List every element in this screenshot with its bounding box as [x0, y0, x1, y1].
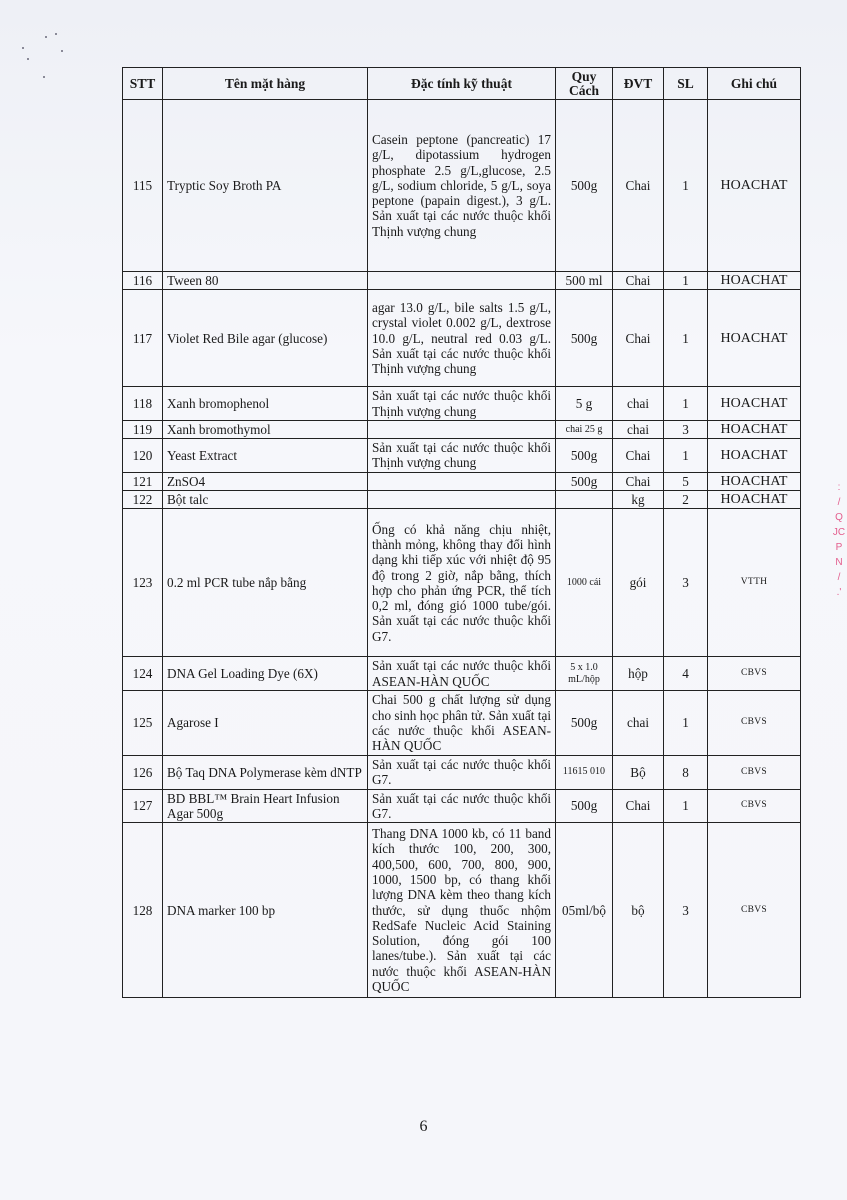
- cell-stt: 121: [123, 472, 163, 490]
- cell-unit: chai: [613, 387, 664, 421]
- cell-quantity: 1: [664, 789, 708, 823]
- table-body: [123, 100, 801, 998]
- table-row: [123, 472, 801, 490]
- cell-stt: 118: [123, 387, 163, 421]
- cell-specification: Casein peptone (pancreatic) 17 g/L, dipotassium hydrogen phosphate 2.5 g/L,glucose, 2.5 g/L, sodium chloride, 5 g/L, soya peptone (papain digest.), 3 g/L. Sản xuất tại các nước thuộc khối Thịnh vượng chung: [368, 100, 556, 272]
- cell-packaging: 500g: [556, 472, 613, 490]
- cell-packaging: 500 ml: [556, 272, 613, 290]
- cell-unit: chai: [613, 690, 664, 755]
- header-item-name: Tên mặt hàng: [163, 68, 368, 100]
- cell-specification: [368, 420, 556, 438]
- cell-stt: 126: [123, 755, 163, 789]
- cell-unit: Chai: [613, 472, 664, 490]
- cell-note: CBVS: [708, 657, 801, 691]
- table-row: [123, 290, 801, 387]
- cell-note: HOACHAT: [708, 439, 801, 473]
- cell-unit: kg: [613, 491, 664, 509]
- cell-quantity: 3: [664, 420, 708, 438]
- cell-item-name: ZnSO4: [163, 472, 368, 490]
- red-stamp-fragment: : / Q JC P N / .': [832, 482, 846, 598]
- cell-stt: 124: [123, 657, 163, 691]
- items-table: [122, 67, 801, 998]
- cell-packaging: 5 g: [556, 387, 613, 421]
- table-row: [123, 755, 801, 789]
- cell-quantity: 1: [664, 387, 708, 421]
- table-row: [123, 657, 801, 691]
- cell-note: HOACHAT: [708, 420, 801, 438]
- cell-unit: Chai: [613, 789, 664, 823]
- cell-specification: Sản xuất tại các nước thuộc khối Thịnh vượng chung: [368, 439, 556, 473]
- page-number: 6: [419, 1118, 428, 1135]
- cell-stt: 115: [123, 100, 163, 272]
- cell-packaging: 500g: [556, 100, 613, 272]
- cell-unit: Chai: [613, 272, 664, 290]
- cell-packaging: 500g: [556, 290, 613, 387]
- cell-note: CBVS: [708, 755, 801, 789]
- cell-note: VTTH: [708, 509, 801, 657]
- header-packaging: Quy Cách: [556, 68, 613, 100]
- cell-unit: Chai: [613, 290, 664, 387]
- header-quantity: SL: [664, 68, 708, 100]
- table-row: [123, 509, 801, 657]
- cell-specification: Ống có khả năng chịu nhiệt, thành mỏng, không thay đổi hình dạng khi tiếp xúc với nhiệt độ 95 độ trong 2 giờ, nắp bằng, thích hợp cho phản ứng PCR, thể tích 0,2 ml, đóng gió 1000 tube/gói. Sản xuất tại các nước thuộc khối G7.: [368, 509, 556, 657]
- cell-specification: [368, 272, 556, 290]
- cell-item-name: Violet Red Bile agar (glucose): [163, 290, 368, 387]
- cell-stt: 128: [123, 823, 163, 998]
- cell-specification: Sản xuất tại các nước thuộc khối Thịnh vượng chung: [368, 387, 556, 421]
- table-row: [123, 690, 801, 755]
- cell-packaging: 5 x 1.0 mL/hộp: [556, 657, 613, 691]
- cell-stt: 117: [123, 290, 163, 387]
- header-stt: STT: [123, 68, 163, 100]
- cell-note: HOACHAT: [708, 290, 801, 387]
- cell-item-name: DNA marker 100 bp: [163, 823, 368, 998]
- cell-packaging: 500g: [556, 439, 613, 473]
- cell-note: HOACHAT: [708, 387, 801, 421]
- cell-packaging: 500g: [556, 690, 613, 755]
- table-row: [123, 420, 801, 438]
- cell-quantity: 3: [664, 823, 708, 998]
- cell-quantity: 1: [664, 690, 708, 755]
- cell-quantity: 4: [664, 657, 708, 691]
- cell-item-name: 0.2 ml PCR tube nắp bằng: [163, 509, 368, 657]
- cell-specification: Thang DNA 1000 kb, có 11 band kích thước 100, 200, 300, 400,500, 600, 700, 800, 900, 1000, 1500 bp, có thang khối lượng DNA kèm theo thang kích thước, sử dụng thuốc nhộm RedSafe Nucleic Acid Staining Solution, đóng gói 100 lanes/tube.). Sản xuất tại các nước thuộc khối ASEAN-HÀN QUỐC: [368, 823, 556, 998]
- cell-stt: 125: [123, 690, 163, 755]
- cell-item-name: Bột talc: [163, 491, 368, 509]
- cell-item-name: Tween 80: [163, 272, 368, 290]
- cell-note: CBVS: [708, 789, 801, 823]
- cell-item-name: Tryptic Soy Broth PA: [163, 100, 368, 272]
- header-note: Ghi chú: [708, 68, 801, 100]
- table-header-row: [123, 68, 801, 100]
- cell-unit: Chai: [613, 439, 664, 473]
- cell-packaging: [556, 491, 613, 509]
- cell-quantity: 3: [664, 509, 708, 657]
- cell-packaging: chai 25 g: [556, 420, 613, 438]
- header-unit: ĐVT: [613, 68, 664, 100]
- scan-specks: [18, 28, 68, 78]
- cell-unit: Bộ: [613, 755, 664, 789]
- cell-quantity: 1: [664, 272, 708, 290]
- cell-stt: 119: [123, 420, 163, 438]
- cell-item-name: Xanh bromophenol: [163, 387, 368, 421]
- table-row: [123, 823, 801, 998]
- cell-stt: 116: [123, 272, 163, 290]
- cell-unit: gói: [613, 509, 664, 657]
- cell-unit: chai: [613, 420, 664, 438]
- cell-note: HOACHAT: [708, 491, 801, 509]
- table-row: [123, 439, 801, 473]
- cell-item-name: Agarose I: [163, 690, 368, 755]
- cell-item-name: Xanh bromothymol: [163, 420, 368, 438]
- cell-quantity: 5: [664, 472, 708, 490]
- cell-note: CBVS: [708, 823, 801, 998]
- cell-specification: Sản xuất tại các nước thuộc khối G7.: [368, 789, 556, 823]
- cell-unit: bộ: [613, 823, 664, 998]
- cell-specification: [368, 491, 556, 509]
- cell-item-name: Bộ Taq DNA Polymerase kèm dNTP: [163, 755, 368, 789]
- cell-note: HOACHAT: [708, 472, 801, 490]
- cell-item-name: BD BBL™ Brain Heart Infusion Agar 500g: [163, 789, 368, 823]
- table-row: [123, 272, 801, 290]
- cell-unit: hộp: [613, 657, 664, 691]
- cell-packaging: 500g: [556, 789, 613, 823]
- cell-specification: Sản xuất tại các nước thuộc khối ASEAN-HÀN QUỐC: [368, 657, 556, 691]
- cell-quantity: 1: [664, 290, 708, 387]
- cell-quantity: 2: [664, 491, 708, 509]
- cell-item-name: DNA Gel Loading Dye (6X): [163, 657, 368, 691]
- cell-note: CBVS: [708, 690, 801, 755]
- cell-note: HOACHAT: [708, 100, 801, 272]
- cell-specification: Sản xuất tại các nước thuộc khối G7.: [368, 755, 556, 789]
- cell-packaging: 05ml/bộ: [556, 823, 613, 998]
- table-row: [123, 387, 801, 421]
- cell-specification: [368, 472, 556, 490]
- cell-packaging: 1000 cái: [556, 509, 613, 657]
- cell-stt: 122: [123, 491, 163, 509]
- cell-packaging: 11615 010: [556, 755, 613, 789]
- cell-specification: Chai 500 g chất lượng sử dụng cho sinh học phân tử. Sản xuất tại các nước thuộc khối ASEAN-HÀN QUỐC: [368, 690, 556, 755]
- cell-item-name: Yeast Extract: [163, 439, 368, 473]
- cell-quantity: 1: [664, 100, 708, 272]
- cell-quantity: 8: [664, 755, 708, 789]
- cell-stt: 127: [123, 789, 163, 823]
- cell-specification: agar 13.0 g/L, bile salts 1.5 g/L, crystal violet 0.002 g/L, dextrose 10.0 g/L, neutral red 0.03 g/L. Sản xuất tại các nước thuộc khối Thịnh vượng chung: [368, 290, 556, 387]
- table-row: [123, 491, 801, 509]
- header-specification: Đặc tính kỹ thuật: [368, 68, 556, 100]
- cell-stt: 123: [123, 509, 163, 657]
- table-row: [123, 100, 801, 272]
- cell-stt: 120: [123, 439, 163, 473]
- cell-quantity: 1: [664, 439, 708, 473]
- cell-note: HOACHAT: [708, 272, 801, 290]
- table-row: [123, 789, 801, 823]
- cell-unit: Chai: [613, 100, 664, 272]
